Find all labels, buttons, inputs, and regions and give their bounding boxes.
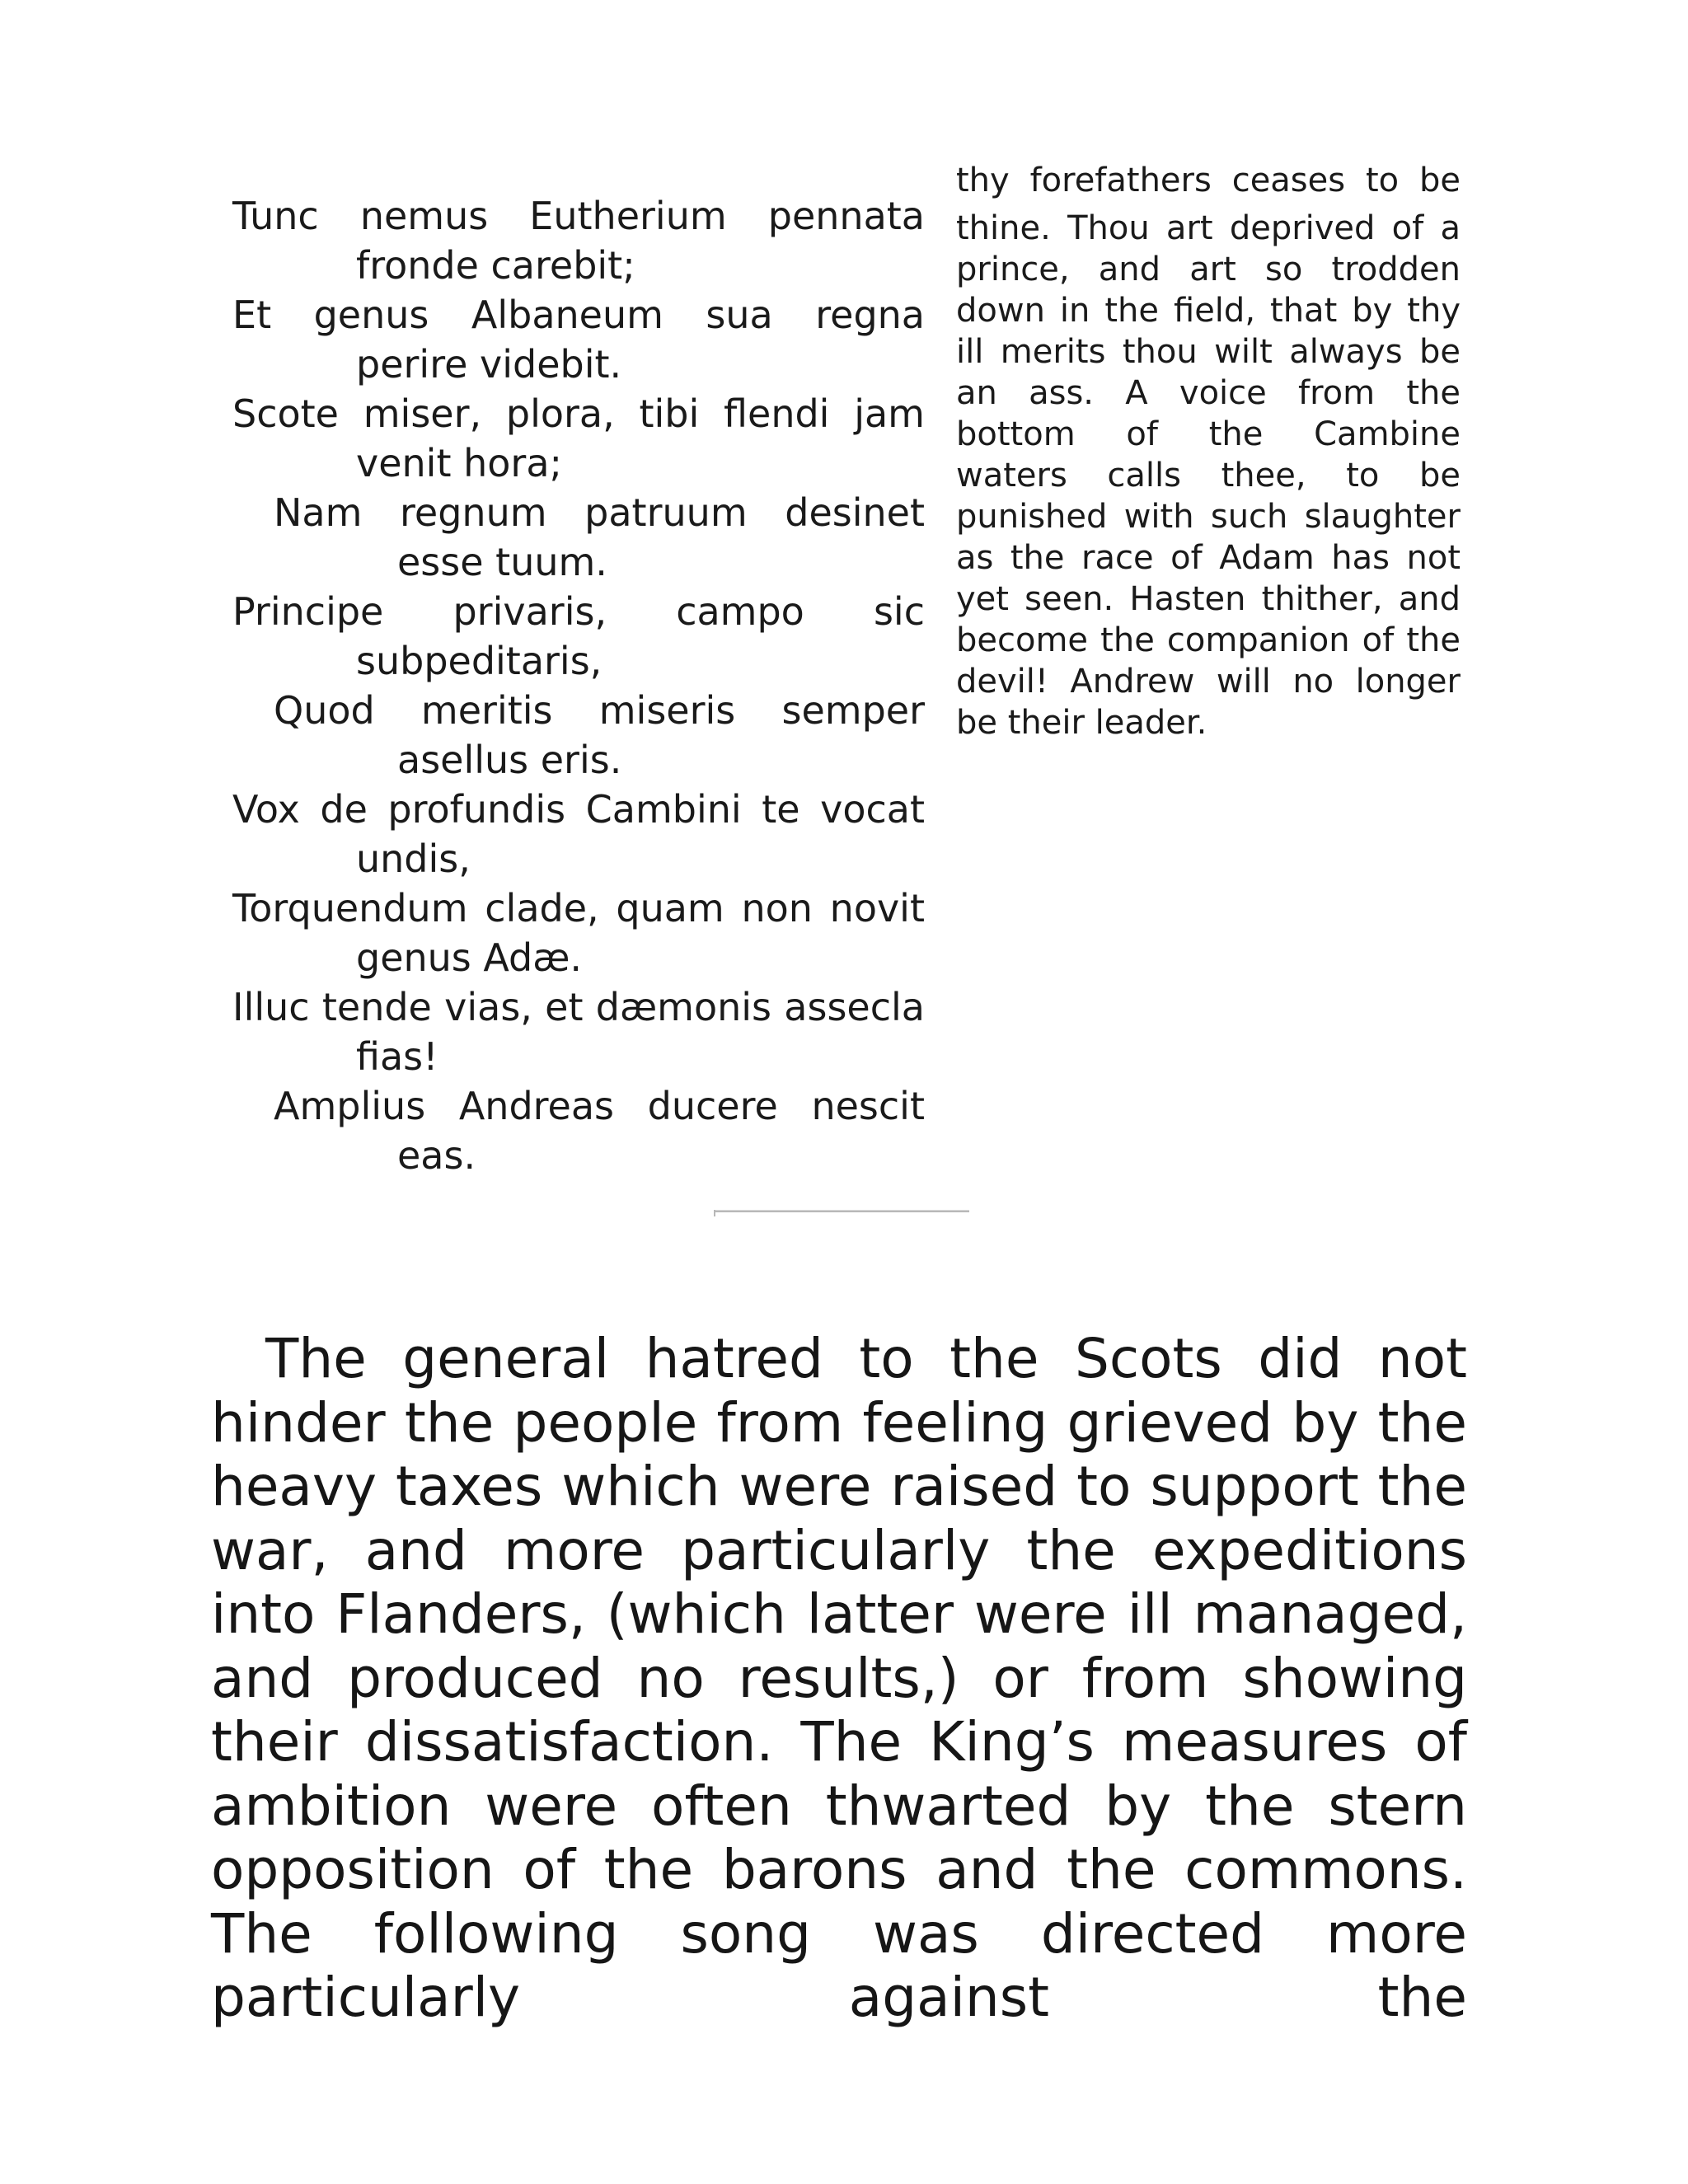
verse-line: Scote miser, plora, tibi flendi jam venit hora; [232, 391, 925, 485]
verse-line: Vox de profundis Cambini te vocat undis, [232, 787, 925, 881]
verse-line: Et genus Albaneum sua regna perire videbit. [232, 293, 925, 387]
translation-text: thine. Thou art deprived of a prince, and art so trodden down in the field, that by thy ill merits thou wilt always be an ass. A voice from the bottom of the Cambine waters calls thee, to be punished with such slaughter as the race of Adam has not yet seen. Hasten thither, and become the companion of the devil! Andrew will no longer be their leader. [956, 209, 1461, 742]
verse-line: Principe privaris, campo sic subpeditaris, [232, 589, 925, 683]
verse-line: Nam regnum patruum desinet esse tuum. [274, 490, 925, 584]
verse-line: Illuc tende vias, et dæmonis assecla fias! [232, 985, 925, 1079]
verse-line: Quod meritis miseris semper asellus eris. [274, 688, 925, 782]
verse-line: Tunc nemus Eutherium pennata fronde carebit; [232, 194, 925, 288]
section-divider [714, 1210, 969, 1212]
english-translation [956, 162, 1461, 742]
latin-verse [232, 191, 925, 1180]
verse-line: Amplius Andreas ducere nescit eas. [274, 1084, 925, 1178]
translation-cut-text: thy forefathers ceases to be [956, 162, 1461, 199]
body-paragraph: The general hatred to the Scots did not hinder the people from feeling grieved by the heavy taxes which were raised to support the war, and more particularly the expeditions into Flanders, (which latter were ill managed, and produced no results,) or from showing their dissatisfaction. The King’s measures of ambition were often thwarted by the stern opposition of the barons and the commons. The following song was directed more particularly against the [211, 1327, 1467, 2029]
verse-line: Torquendum clade, quam non novit genus Adæ. [232, 886, 925, 980]
translation-cut-line [956, 162, 1461, 201]
